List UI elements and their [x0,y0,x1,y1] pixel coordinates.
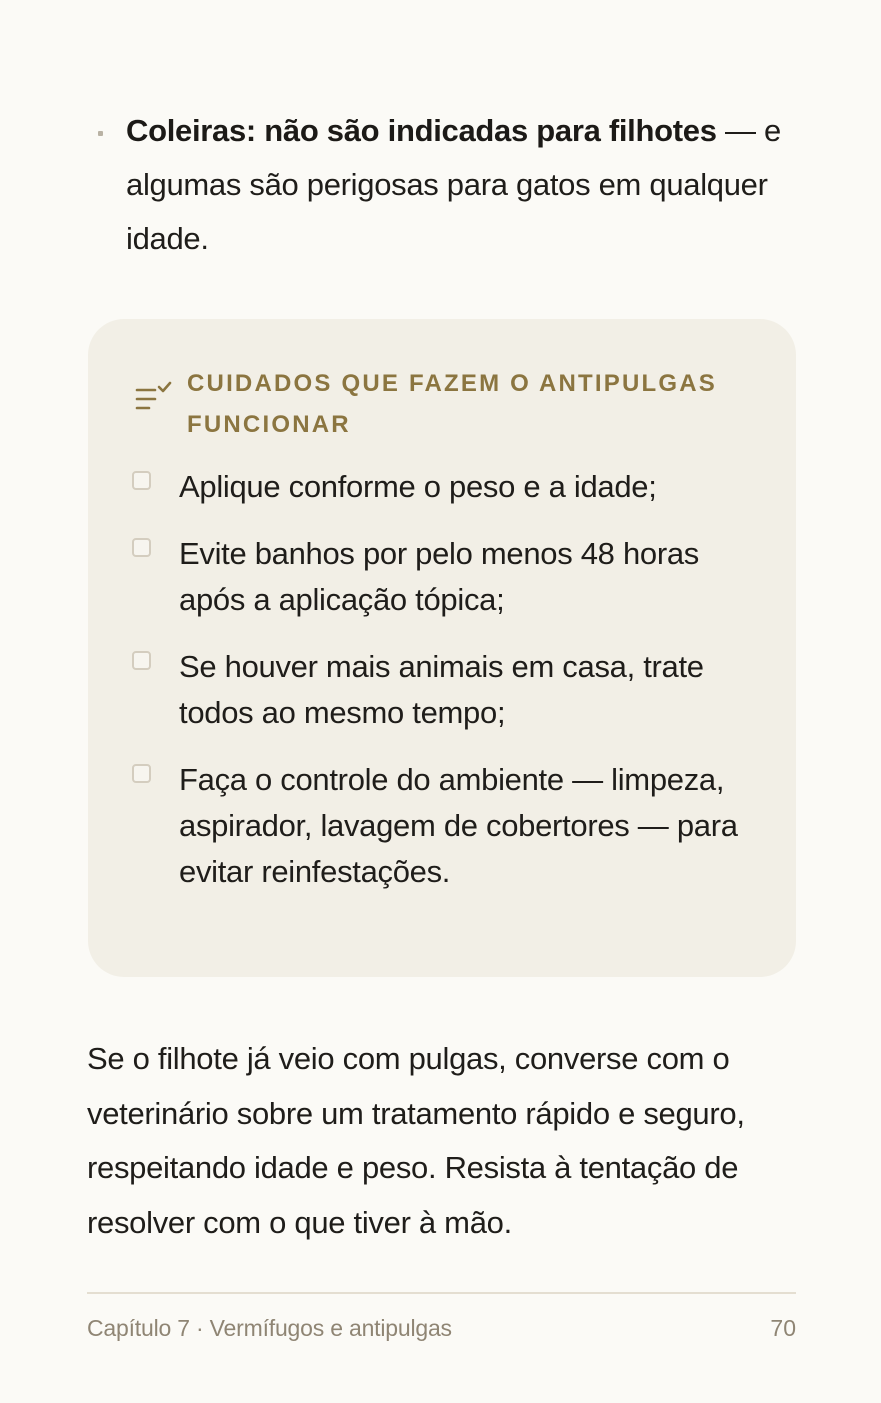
checklist-item [132,757,762,895]
checkbox[interactable] [132,538,151,557]
checklist-item [132,531,762,623]
footer-divider [87,1292,796,1294]
bullet-bold-text: Coleiras: não são indicadas para filhotes [126,113,717,148]
bullet-item [87,104,797,266]
footer-chapter: Capítulo 7 · Vermífugos e antipulgas [87,1315,452,1341]
checklist-icon [133,381,173,421]
checklist-item [132,464,762,510]
card-title: CUIDADOS QUE FAZEM O ANTIPULGAS FUNCIONAR [187,370,717,438]
checklist [132,464,762,916]
card-header [133,363,753,445]
checklist-item [132,644,762,736]
page-number: 70 [770,1315,796,1341]
checklist-item-text: Aplique conforme o peso e a idade; [179,469,657,504]
checkbox[interactable] [132,651,151,670]
checkbox[interactable] [132,471,151,490]
checkbox[interactable] [132,764,151,783]
tips-card [88,319,796,977]
body-paragraph: Se o filhote já veio com pulgas, converse com o veterinário sobre um tratamento rápido e seguro, respeitando idade e peso. Resista à tentação de resolver com o que tiver à mão. [87,1041,745,1240]
bullet-rest-text: — e algumas são perigosas para gatos em qualquer idade. [126,113,781,256]
checklist-item-text: Evite banhos por pelo menos 48 horas após a aplicação tópica; [179,536,699,617]
checklist-item-text: Se houver mais animais em casa, trate todos ao mesmo tempo; [179,649,704,730]
bullet-marker [98,131,103,136]
checklist-item-text: Faça o controle do ambiente — limpeza, aspirador, lavagem de cobertores — para evitar reinfestações. [179,762,738,889]
bullet-text [126,104,797,266]
